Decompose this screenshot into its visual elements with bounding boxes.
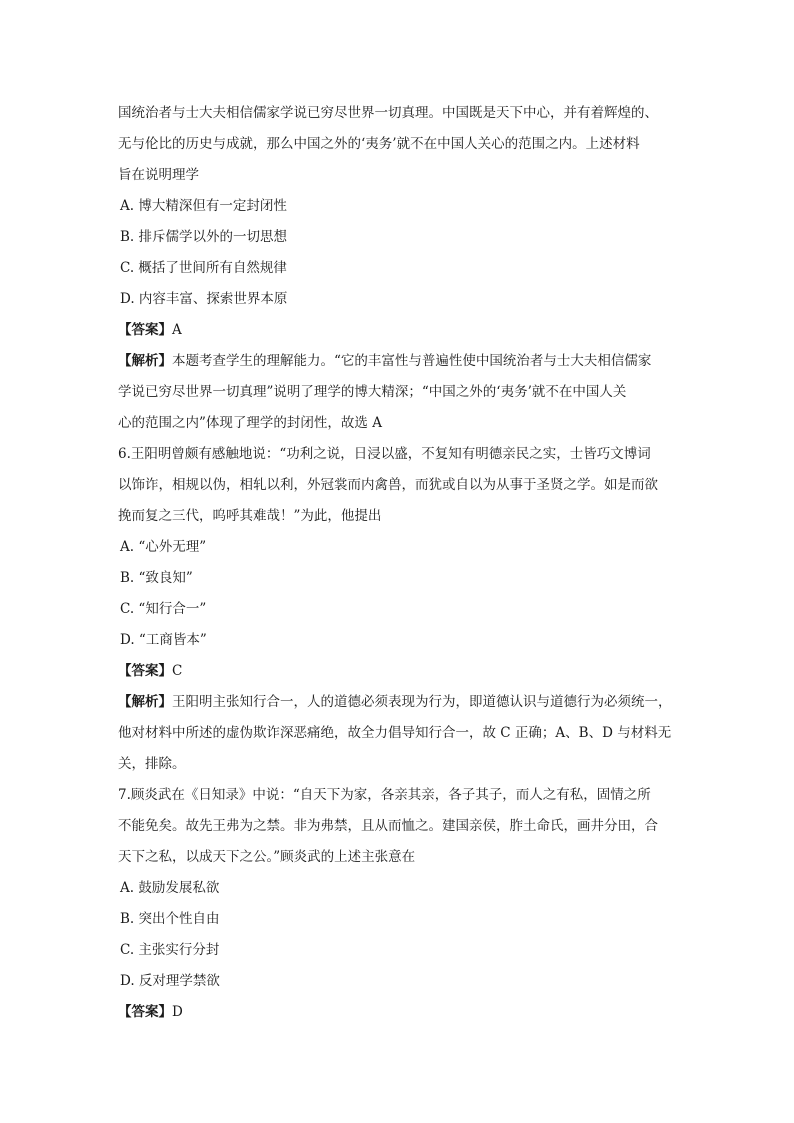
answer-value: D: [172, 1004, 183, 1020]
question-5: [118, 98, 678, 439]
question-7: [118, 780, 678, 1028]
question-5-option-c: C. 概括了世间所有自然规律: [120, 260, 287, 276]
question-6-analysis-line-1: [118, 687, 678, 718]
question-6-stem-line-1: 6.王阳明曾颇有感触地说：“功利之说，日浸以盛，不复知有明德亲民之实，士皆巧文博词: [118, 446, 651, 462]
question-7-stem-line-1: 7.顾炎武在《日知录》中说：“自天下为家，各亲其亲，各子其子，而人之有私，固情之所: [118, 787, 651, 803]
question-5-answer: [118, 315, 678, 346]
question-5-stem-line-3: 旨在说明理学: [118, 167, 199, 183]
question-6-option-c: C. “知行合一”: [120, 601, 207, 617]
question-6: [118, 439, 678, 780]
question-7-option-c: C. 主张实行分封: [120, 942, 220, 958]
question-6-option-d: D. “工商皆本”: [120, 632, 207, 648]
analysis-text: 本题考查学生的理解能力。“它的丰富性与普遍性使中国统治者与士大夫相信儒家: [172, 353, 652, 369]
answer-value: C: [172, 663, 183, 679]
answer-tag: 【答案】: [118, 663, 172, 679]
question-7-answer: [118, 997, 678, 1028]
question-5-analysis-line-2: 学说已穷尽世界一切真理”说明了理学的博大精深；“中国之外的‘夷务’就不在中国人关: [118, 384, 627, 400]
question-7-option-b: B. 突出个性自由: [120, 911, 220, 927]
analysis-tag: 【解析】: [118, 353, 172, 369]
question-5-option-b: B. 排斥儒学以外的一切思想: [120, 229, 288, 245]
question-6-option-b: B. “致良知”: [120, 570, 193, 586]
analysis-tag: 【解析】: [118, 694, 172, 710]
question-6-option-a: A. “心外无理”: [120, 539, 207, 555]
question-6-answer: [118, 656, 678, 687]
answer-tag: 【答案】: [118, 322, 172, 338]
question-5-stem-line-2: 无与伦比的历史与成就，那么中国之外的‘夷务’就不在中国人关心的范围之内。上述材料: [118, 136, 640, 152]
question-6-stem-line-3: 挽而复之三代，呜呼其难哉！”为此，他提出: [118, 508, 382, 524]
question-6-analysis-line-2: 他对材料中所述的虚伪欺诈深恶痛绝，故全力倡导知行合一，故 C 正确；A、B、D 与材料无: [118, 725, 672, 741]
question-5-analysis-line-3: 心的范围之内”体现了理学的封闭性，故选 A: [118, 415, 382, 431]
document-page: [118, 98, 678, 1028]
question-7-option-d: D. 反对理学禁欲: [120, 973, 220, 989]
question-5-stem-line-1: 国统治者与士大夫相信儒家学说已穷尽世界一切真理。中国既是天下中心，并有着辉煌的、: [118, 105, 658, 121]
question-5-option-d: D. 内容丰富、探索世界本原: [120, 291, 288, 307]
answer-value: A: [172, 322, 182, 338]
analysis-text: 王阳明主张知行合一，人的道德必须表现为行为，即道德认识与道德行为必须统一，: [172, 694, 672, 710]
question-6-stem-line-2: 以饰诈，相规以伪，相轧以利，外冠裳而内禽兽，而犹或自以为从事于圣贤之学。如是而欲: [118, 477, 658, 493]
answer-tag: 【答案】: [118, 1004, 172, 1020]
question-7-stem-line-2: 不能免矣。故先王弗为之禁。非为弗禁，且从而恤之。建国亲侯，胙土命氏，画井分田，合: [118, 818, 658, 834]
question-5-option-a: A. 博大精深但有一定封闭性: [120, 198, 287, 214]
question-7-option-a: A. 鼓励发展私欲: [120, 880, 220, 896]
question-5-analysis-line-1: [118, 346, 678, 377]
question-6-analysis-line-3: 关，排除。: [118, 756, 186, 772]
question-7-stem-line-3: 天下之私，以成天下之公。”顾炎武的上述主张意在: [118, 849, 416, 865]
